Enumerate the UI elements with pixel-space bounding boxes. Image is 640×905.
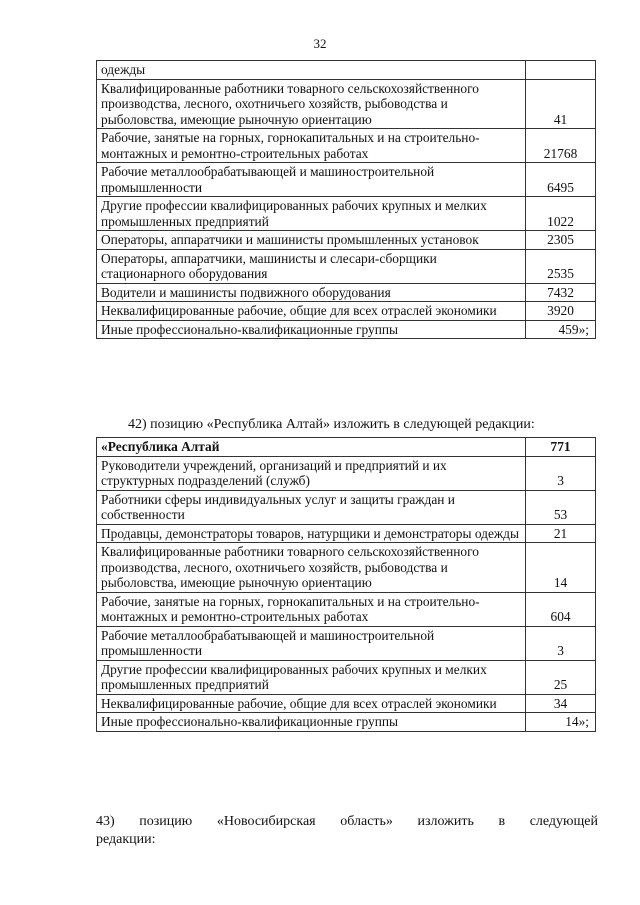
occupation-name-cell: Другие профессии квалифицированных рабочих крупных и мелких промышленных предприятий — [97, 197, 526, 231]
table-row — [97, 302, 596, 321]
occupation-name-cell: Неквалифицированные рабочие, общие для всех отраслей экономики — [97, 302, 526, 321]
paragraph-42: 42) позицию «Республика Алтай» изложить в следующей редакции: — [128, 417, 535, 432]
page-number: 32 — [313, 36, 327, 51]
occupation-name-cell: Продавцы, демонстраторы товаров, натурщики и демонстраторы одежды — [97, 524, 526, 543]
occupation-value-cell: 7432 — [526, 283, 596, 302]
occupation-value-cell: 14»; — [526, 713, 596, 732]
table-header-row — [97, 438, 596, 457]
paragraph-43-continuation: редакции: — [96, 832, 156, 847]
occupation-table-1 — [96, 60, 596, 339]
occupation-name-cell: Операторы, аппаратчики, машинисты и слесари-сборщики стационарного оборудования — [97, 249, 526, 283]
occupation-name-cell: Другие профессии квалифицированных рабочих крупных и мелких промышленных предприятий — [97, 660, 526, 694]
occupation-value-cell: 6495 — [526, 163, 596, 197]
occupation-value-cell: 21 — [526, 524, 596, 543]
table-row — [97, 283, 596, 302]
table-row — [97, 320, 596, 339]
occupation-value-cell: 21768 — [526, 129, 596, 163]
occupation-value-cell: 41 — [526, 79, 596, 129]
occupation-value-cell — [526, 61, 596, 80]
occupation-name-cell: Иные профессионально-квалификационные группы — [97, 713, 526, 732]
occupation-value-cell: 1022 — [526, 197, 596, 231]
table-row — [97, 694, 596, 713]
table-row — [97, 129, 596, 163]
table-row — [97, 543, 596, 593]
occupation-name-cell: Неквалифицированные рабочие, общие для всех отраслей экономики — [97, 694, 526, 713]
table-row — [97, 626, 596, 660]
occupation-value-cell: 604 — [526, 592, 596, 626]
occupation-name-cell: Рабочие металлообрабатывающей и машиностроительной промышленности — [97, 626, 526, 660]
occupation-name-cell: Операторы, аппаратчики и машинисты промышленных установок — [97, 231, 526, 250]
occupation-value-cell: 3920 — [526, 302, 596, 321]
table-row — [97, 61, 596, 80]
occupation-value-cell: 14 — [526, 543, 596, 593]
occupation-value-cell: 25 — [526, 660, 596, 694]
occupation-value-cell: 2305 — [526, 231, 596, 250]
occupation-name-cell: Иные профессионально-квалификационные группы — [97, 320, 526, 339]
table-row — [97, 163, 596, 197]
table-row — [97, 231, 596, 250]
occupation-name-cell: Рабочие металлообрабатывающей и машиностроительной промышленности — [97, 163, 526, 197]
occupation-name-cell: Работники сферы индивидуальных услуг и защиты граждан и собственности — [97, 490, 526, 524]
table-row — [97, 713, 596, 732]
table-row — [97, 79, 596, 129]
table-row — [97, 592, 596, 626]
occupation-name-cell: Квалифицированные работники товарного сельскохозяйственного производства, лесного, охотничьего хозяйств, рыбоводства и рыболовства, имеющие рыночную ориентацию — [97, 543, 526, 593]
occupation-value-cell: 2535 — [526, 249, 596, 283]
occupation-value-cell: 3 — [526, 456, 596, 490]
occupation-name-cell: Руководители учреждений, организаций и предприятий и их структурных подразделений (служб) — [97, 456, 526, 490]
occupation-value-cell: 53 — [526, 490, 596, 524]
occupation-value-cell: 459»; — [526, 320, 596, 339]
table-row — [97, 490, 596, 524]
paragraph-43: 43) позицию «Новосибирская область» изложить в следующей — [96, 814, 598, 829]
table-row — [97, 197, 596, 231]
occupation-value-cell: 3 — [526, 626, 596, 660]
table-row — [97, 249, 596, 283]
table-row — [97, 660, 596, 694]
occupation-name-cell: Водители и машинисты подвижного оборудования — [97, 283, 526, 302]
occupation-name-cell: Рабочие, занятые на горных, горнокапитальных и на строительно-монтажных и ремонтно-строительных работах — [97, 592, 526, 626]
occupation-table-altai — [96, 437, 596, 732]
table-row — [97, 524, 596, 543]
occupation-name-cell: Квалифицированные работники товарного сельскохозяйственного производства, лесного, охотничьего хозяйств, рыбоводства и рыболовства, имеющие рыночную ориентацию — [97, 79, 526, 129]
occupation-name-cell: одежды — [97, 61, 526, 80]
region-name-cell: «Республика Алтай — [97, 438, 526, 457]
table-row — [97, 456, 596, 490]
region-total-cell: 771 — [526, 438, 596, 457]
occupation-value-cell: 34 — [526, 694, 596, 713]
occupation-name-cell: Рабочие, занятые на горных, горнокапитальных и на строительно-монтажных и ремонтно-строительных работах — [97, 129, 526, 163]
